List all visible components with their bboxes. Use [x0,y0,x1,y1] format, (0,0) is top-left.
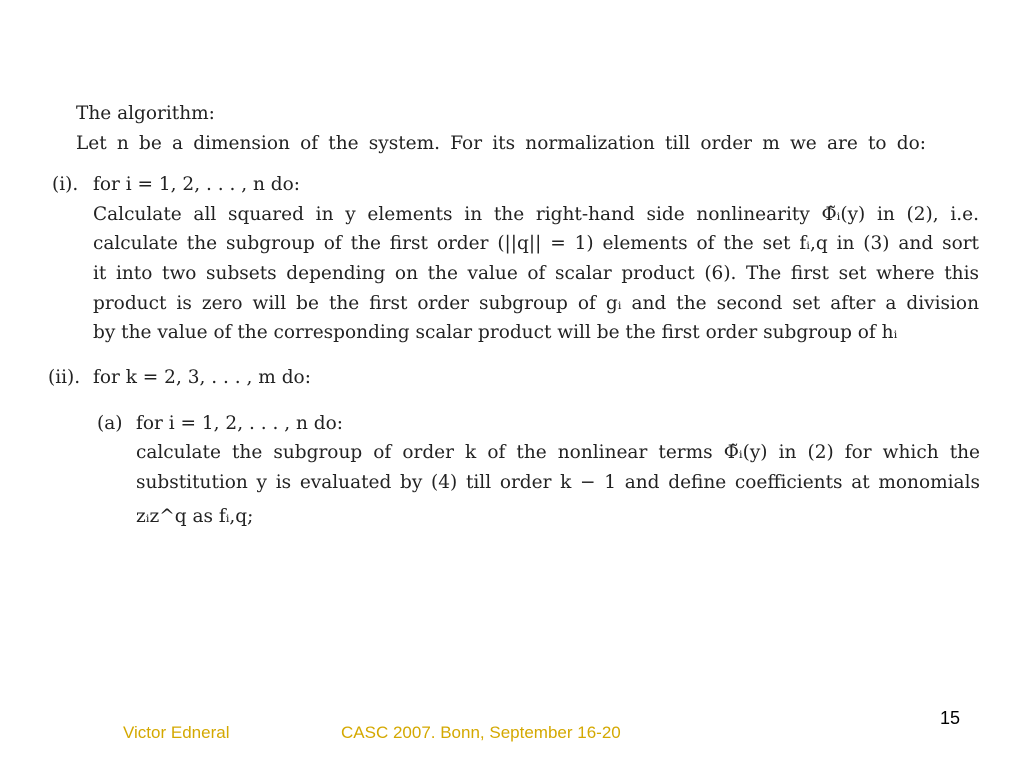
substep-title: for i = 1, 2, . . . , n do: [136,413,344,434]
step-text-line: by the value of the corresponding scalar product will be the first order subgroup of hᵢ [93,322,898,343]
footer-conference: CASC 2007. Bonn, September 16-20 [341,723,621,742]
page-number: 15 [940,708,961,728]
slide-heading: The algorithm: [76,103,215,124]
step-text-line: Calculate all squared in y elements in the right-hand side nonlinearity Φ̃ᵢ(y) in (2), i.e. [93,204,979,225]
step-label: (i). [52,174,79,195]
step-label: (ii). [48,367,81,388]
slide-intro: Let n be a dimension of the system. For its normalization till order m we are to do: [76,133,926,154]
step-title: for i = 1, 2, . . . , n do: [93,174,301,195]
step-text-line: calculate the subgroup of the first order (||q|| = 1) elements of the set fᵢ,q in (3) and sort [93,233,979,254]
step-text-line: product is zero will be the first order subgroup of gᵢ and the second set after a division [93,293,979,314]
substep-text-line: zᵢz^q as fᵢ,q; [136,506,254,527]
substep-text-line: calculate the subgroup of order k of the nonlinear terms Φ̃ᵢ(y) in (2) for which the [136,442,980,463]
step-text-line: it into two subsets depending on the value of scalar product (6). The first set where this [93,263,979,284]
footer-author: Victor Edneral [123,723,230,742]
step-title: for k = 2, 3, . . . , m do: [93,367,311,388]
substep-label: (a) [97,413,123,434]
substep-text-line: substitution y is evaluated by (4) till order k − 1 and define coefficients at monomials [136,472,980,493]
